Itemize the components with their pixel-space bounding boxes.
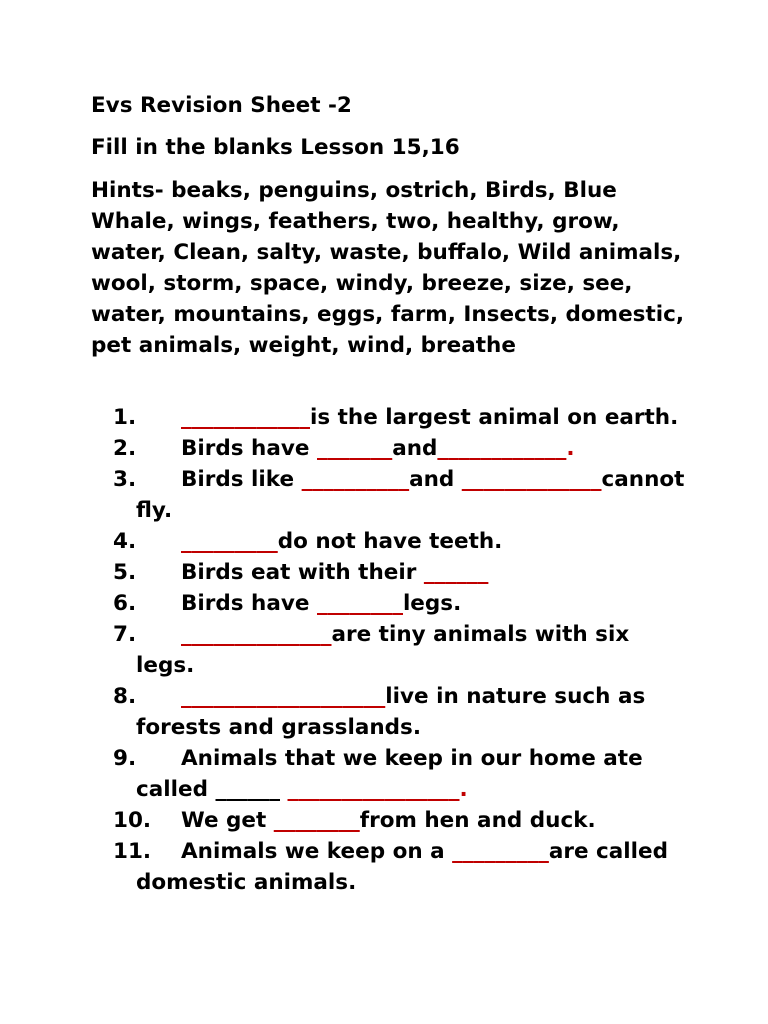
question-text: Birds like [181, 467, 302, 492]
question-text: and [392, 436, 438, 461]
answer-blank: _________ [181, 529, 278, 554]
question-item [91, 743, 691, 805]
question-text: are tiny animals with six legs. [136, 622, 630, 678]
question-number: 9. [113, 746, 137, 771]
question-number: 2. [113, 436, 137, 461]
question-text: Birds have [181, 436, 317, 461]
answer-blank: _________ [452, 839, 549, 864]
question-text: live in nature such as forests and grasslands. [136, 684, 646, 740]
question-number: 10. [113, 808, 152, 833]
question-text: legs. [402, 591, 462, 616]
question-item [91, 619, 691, 681]
question-item [91, 681, 691, 743]
question-number: 6. [113, 591, 137, 616]
question-item [91, 588, 691, 619]
question-text: Birds eat with their [181, 560, 424, 585]
answer-blank: ________________. [287, 777, 468, 802]
question-text: and [409, 467, 462, 492]
question-text: We get [181, 808, 274, 833]
answer-blank: _______ [316, 436, 393, 461]
answer-blank: __________ [301, 467, 410, 492]
question-text: Birds have [181, 591, 317, 616]
question-item [91, 805, 691, 836]
question-number: 11. [113, 839, 152, 864]
question-item [91, 402, 691, 433]
question-text: Animals that we keep in our home ate called ______ [136, 746, 643, 802]
answer-blank: ____________. [437, 436, 575, 461]
question-item [91, 464, 691, 526]
answer-blank: ________ [316, 591, 403, 616]
question-item [91, 557, 691, 588]
question-number: 4. [113, 529, 137, 554]
question-number: 8. [113, 684, 137, 709]
question-number: 1. [113, 405, 137, 430]
answer-blank: ___________________ [181, 684, 386, 709]
question-number: 7. [113, 622, 137, 647]
answer-blank: ____________ [181, 405, 310, 430]
question-text: Animals we keep on a [181, 839, 453, 864]
section-heading: Fill in the blanks Lesson 15,16 [91, 135, 460, 160]
question-number: 5. [113, 560, 137, 585]
question-text: from hen and duck. [359, 808, 596, 833]
hints-paragraph: Hints- beaks, penguins, ostrich, Birds, Blue Whale, wings, feathers, two, healthy, grow, water, Clean, salty, waste, buffalo, Wild animals, wool, storm, space, windy, breeze, size, see, water, mountains, eggs, farm, Insects, domestic, pet animals, weight, wind, breathe [91, 178, 685, 358]
page-title: Evs Revision Sheet -2 [91, 93, 352, 118]
answer-blank: ______________ [181, 622, 332, 647]
question-item [91, 433, 691, 464]
question-number: 3. [113, 467, 137, 492]
question-text: are called domestic animals. [136, 839, 669, 895]
question-text: do not have teeth. [277, 529, 503, 554]
question-text: is the largest animal on earth. [310, 405, 679, 430]
question-list [91, 402, 691, 898]
answer-blank: ________ [273, 808, 360, 833]
question-item [91, 526, 691, 557]
answer-blank: ______ [423, 560, 489, 585]
answer-blank: _____________ [461, 467, 602, 492]
question-item [91, 836, 691, 898]
question-text: cannot fly. [136, 467, 685, 523]
